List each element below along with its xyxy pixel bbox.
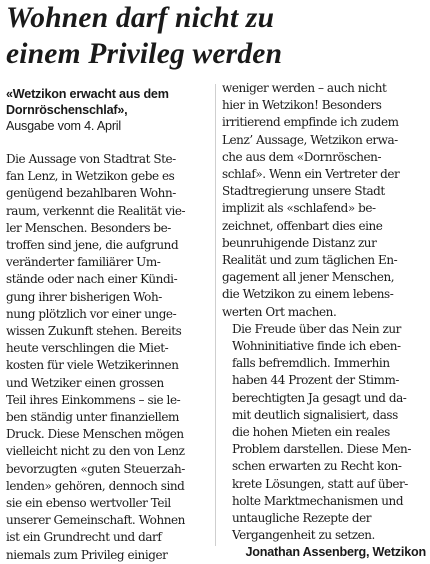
body-text-line: unserer Gemeinschaft. Wohnen [6, 513, 185, 528]
body-text-line: Die Freude über das Nein zur [232, 321, 401, 336]
body-text-line: raum, verkennt die Realität vie- [6, 203, 186, 218]
body-text-line: hier in Wetzikon! Besonders [222, 98, 382, 113]
body-text-line: mit deutlich signalisiert, dass [232, 407, 398, 422]
body-text-line: ler Menschen. Besonders be- [6, 220, 171, 235]
body-text-line: haben 44 Prozent der Stimm- [232, 373, 399, 388]
body-text-line: veränderter familiärer Um- [6, 255, 161, 270]
body-text-line: schlaf». Wenn ein Vertreter der [222, 167, 400, 182]
body-text-line: implizit als «schlafend» be- [222, 201, 376, 216]
body-text-line: Druck. Diese Menschen mögen [6, 427, 184, 442]
body-text-line: troffen sind jene, die aufgrund [6, 238, 179, 253]
paragraph-gap [6, 134, 214, 151]
body-text-line: die hohen Mieten ein reales [232, 425, 390, 440]
body-text-line: die Wetzikon zu einem lebens- [222, 287, 394, 302]
left-body-text [6, 151, 214, 564]
body-text-line: stände oder nach einer Kündi- [6, 272, 178, 287]
body-text-line: nung plötzlich vor einer unge- [6, 306, 177, 321]
reference-title-line-1: «Wetzikon erwacht aus dem [6, 87, 169, 101]
body-text-line: Die Aussage von Stadtrat Ste- [6, 152, 176, 166]
body-text-line: sie ein ebenso wertvoller Teil [6, 496, 171, 511]
body-text-line: ben ständig unter finanziellem [6, 410, 179, 425]
headline-line-1: Wohnen darf nicht zu [6, 2, 275, 34]
body-text-line: irritierend empfinde ich zudem [222, 115, 399, 130]
body-text-line: Lenz’ Aussage, Wetzikon erwa- [222, 132, 398, 147]
body-text-line: gagement all jener Menschen, [222, 270, 395, 285]
headline-line-2: einem Privileg werden [6, 38, 283, 70]
body-text-line: weniger werden – auch nicht [222, 81, 387, 95]
reference-edition: Ausgabe vom 4. April [6, 119, 122, 133]
right-paragraph-1 [222, 80, 426, 321]
body-text-line: werten Ort machen. [222, 304, 337, 319]
body-text-line: beunruhigende Distanz zur [222, 235, 377, 250]
reference-title [6, 86, 214, 118]
body-text-line: ist ein Grundrecht und darf [6, 530, 162, 545]
signature: Jonathan Assenberg, Wetzikon [245, 545, 426, 560]
body-text-line: und Wetziker einen grossen [6, 375, 164, 390]
right-paragraph-2 [222, 321, 426, 545]
headline [6, 0, 426, 72]
body-text-line: Problem darstellen. Diese Men- [232, 442, 411, 457]
right-column [222, 80, 426, 561]
body-text-line: Wohninitiative finde ich eben- [232, 339, 401, 354]
body-text-line: kosten für viele Wetzikerinnen [6, 358, 179, 373]
reference-title-line-2: Dornröschenschlaf», [6, 103, 128, 117]
body-text-line: untaugliche Rezepte der [232, 511, 372, 526]
body-text-line: genügend bezahlbaren Wohn- [6, 186, 176, 201]
body-text-line: fan Lenz, in Wetzikon gebe es [6, 169, 175, 184]
body-text-line: Stadtregierung unsere Stadt [222, 184, 385, 199]
body-text-line: wissen Zukunft stehen. Bereits [6, 324, 182, 339]
body-text-line: Teil ihres Einkommens – sie le- [6, 392, 181, 407]
body-text-line: holte Marktmechanismen und [232, 493, 404, 508]
body-text-line: schen erwarten zu Recht kon- [232, 459, 402, 474]
body-text-line: che aus dem «Dornröschen- [222, 149, 382, 164]
body-text-line: krete Lösungen, statt auf über- [232, 476, 408, 491]
body-text-line: vielleicht nicht zu den von Lenz [6, 444, 185, 459]
body-text-line: Realität und zum täglichen En- [222, 253, 398, 268]
body-text-line: falls befremdlich. Immerhin [232, 356, 390, 371]
body-text-line: Vergangenheit zu setzen. [232, 528, 375, 543]
body-text-line: heute verschlingen die Miet- [6, 341, 169, 356]
column-divider [215, 84, 216, 546]
left-column [6, 86, 214, 564]
body-text-line: niemals zum Privileg einiger [6, 547, 168, 562]
body-text-line: zeichnet, offenbart dies eine [222, 218, 383, 233]
body-text-line: bevorzugten «guten Steuerzah- [6, 461, 185, 476]
body-text-line: gung ihrer bisherigen Woh- [6, 289, 162, 304]
body-text-line: lenden» gehören, dennoch sind [6, 478, 185, 493]
body-text-line: berechtigten Ja gesagt und da- [232, 390, 407, 405]
